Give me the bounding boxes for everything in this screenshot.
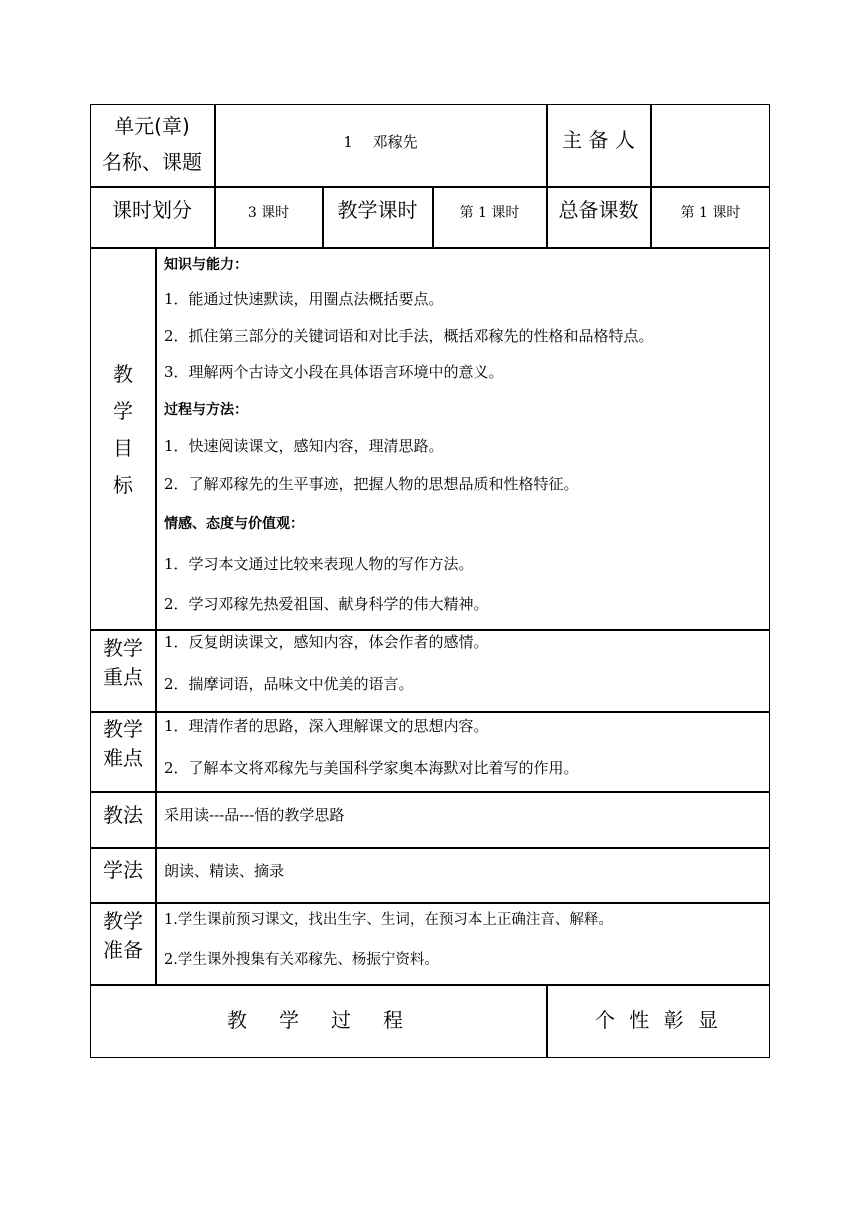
- key-points-label-line: 教学: [103, 636, 143, 660]
- lesson-title: 1 邓稼先: [343, 133, 418, 151]
- row-divider: [90, 711, 770, 713]
- preparation-item: 1.学生课前预习课文，找出生字、生词，在预习本上正确注音、解释。: [164, 912, 613, 928]
- row-divider: [90, 847, 770, 849]
- preparer-label: 主 备 人: [562, 128, 635, 152]
- objective-item: 2．抓住第三部分的关键词语和对比手法，概括邓稼先的性格和品格特点。: [164, 327, 654, 345]
- key-point-item: 1．反复朗读课文，感知内容，体会作者的感情。: [164, 633, 489, 651]
- objectives-label-char: 目: [113, 436, 133, 460]
- unit-label-line1: 单元(章): [114, 114, 190, 138]
- method-label: 教法: [103, 803, 143, 827]
- objective-item: 1．快速阅读课文，感知内容，理清思路。: [164, 437, 444, 455]
- objective-item: 1．能通过快速默读，用圈点法概括要点。: [164, 290, 444, 308]
- process-header: 教 学 过 程: [227, 1008, 409, 1032]
- study-value: 朗读、精读、摘录: [164, 862, 285, 880]
- difficulty-item: 1．理清作者的思路，深入理解课文的思想内容。: [164, 717, 489, 735]
- row-divider: [90, 791, 770, 793]
- row-divider: [90, 902, 770, 904]
- row-divider: [90, 186, 770, 188]
- objective-item: 2．了解邓稼先的生平事迹，把握人物的思想品质和性格特征。: [164, 475, 579, 493]
- teaching-value: 第 1 课时: [459, 205, 520, 221]
- preparation-label: [90, 907, 156, 965]
- difficulties-label: [90, 715, 156, 773]
- unit-label: [90, 108, 214, 180]
- difficulties-label-line: 教学: [103, 717, 143, 741]
- objective-item: 2．学习邓稼先热爱祖国、献身科学的伟大精神。: [164, 595, 489, 613]
- objectives-label-char: 教: [113, 362, 133, 386]
- objective-item: 3．理解两个古诗文小段在具体语言环境中的意义。: [164, 363, 504, 381]
- preparation-label-line: 教学: [103, 909, 143, 933]
- process-heading: 过程与方法：: [164, 402, 248, 418]
- key-points-label-line: 重点: [103, 665, 143, 689]
- difficulties-label-line: 难点: [103, 746, 143, 770]
- key-point-item: 2．揣摩词语，品味文中优美的语言。: [164, 675, 414, 693]
- division-label: 课时划分: [112, 198, 192, 222]
- preparation-label-line: 准备: [103, 938, 143, 962]
- objectives-label: [90, 356, 156, 504]
- total-value: 第 1 课时: [680, 205, 741, 221]
- row-divider: [90, 247, 770, 249]
- emotion-heading: 情感、态度与价值观：: [164, 516, 304, 532]
- preparation-item: 2.学生课外搜集有关邓稼先、杨振宁资料。: [164, 952, 439, 968]
- key-points-label: [90, 634, 156, 692]
- total-label: 总备课数: [558, 198, 639, 222]
- objective-item: 1．学习本文通过比较来表现人物的写作方法。: [164, 555, 474, 573]
- difficulty-item: 2．了解本文将邓稼先与美国科学家奥本海默对比着写的作用。: [164, 759, 579, 777]
- row-divider: [90, 984, 770, 986]
- objectives-label-char: 标: [113, 473, 133, 497]
- teaching-label: 教学课时: [337, 198, 418, 222]
- method-value: 采用读---品---悟的教学思路: [164, 806, 345, 824]
- objectives-label-char: 学: [113, 399, 133, 423]
- personality-header: 个 性 彰 显: [594, 1008, 723, 1032]
- col-divider: [650, 104, 652, 247]
- unit-label-line2: 名称、课题: [102, 150, 202, 174]
- division-value: 3 课时: [247, 205, 290, 221]
- col-divider: [214, 104, 216, 247]
- study-label: 学法: [103, 858, 143, 882]
- knowledge-heading: 知识与能力：: [164, 257, 248, 273]
